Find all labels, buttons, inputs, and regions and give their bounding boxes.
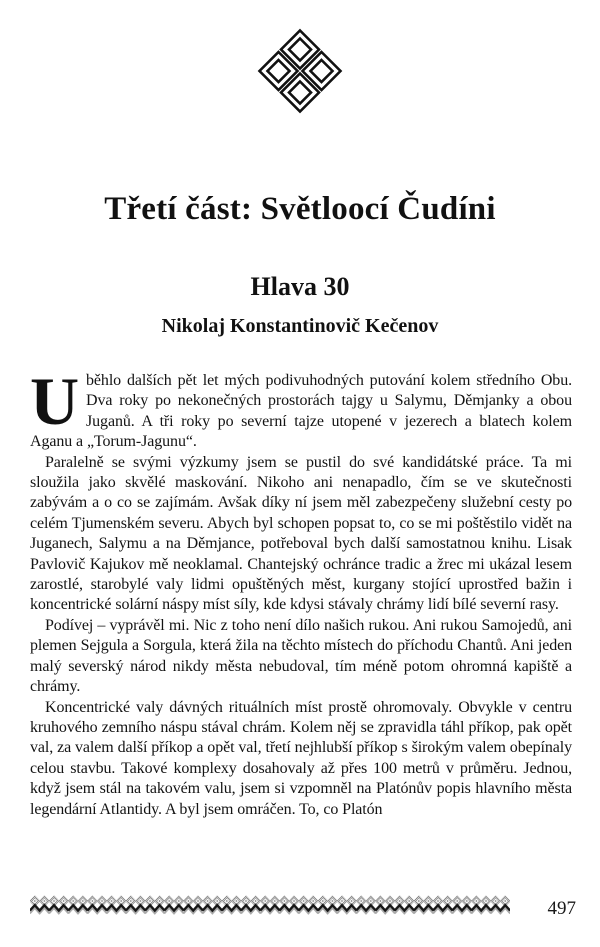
body-text <box>30 363 572 820</box>
paragraph: Koncentrické valy dávných rituálních míst prostě ohromovaly. Obvykle v centru kruhového zemního náspu stával chrám. Kolem něj se zpravidla táhl příkop, pak opět val, za valem další příkop a opět val, třetí nejhlubší příkop s širokým valem obepínaly celou stavbu. Takové komplexy dosahovaly až přes 100 metrů v průměru. Jednou, když jsem stál na takovém valu, jsem si vzpomněl na Platónův popis hlavního města legendární Atlantidy. A byl jsem omráčen. To, co Platón <box>30 698 572 818</box>
paragraph: Paralelně se svými výzkumy jsem se pustil do své kandidátské práce. Ta mi sloužila jako skvělé maskování. Nikoho ani nenapadlo, čím se ve skutečnosti zabývám a o co se zajímám. Avšak díky ní jsem měl zabezpečeny služební cesty po celém Tjumenském severu. Abych byl schopen popsat to, co se mi poštěstilo vidět na Juganech, Salymu a na Děmjance, potřeboval bych další samostatnou knihu. Lisak Pavlovič Kajukov mě neoklamal. Chantejský ochránce tradic a žrec mi ukázal lesem zarostlé, starobylé valy lidmi opuštěných měst, kurgany stojící uprostřed bažin i koncentrické solární náspy míst síly, kde kdysi stávaly chrámy lidí bílé severní rasy. <box>30 453 572 614</box>
zigzag-border-icon <box>30 894 510 920</box>
paragraph <box>30 363 572 453</box>
chapter-title: Hlava 30 <box>250 272 350 301</box>
page-number: 497 <box>547 898 576 919</box>
part-title: Třetí část: Světloocí Čudíni <box>104 191 496 227</box>
zigzag-border-ornament <box>30 894 510 925</box>
drop-cap: U <box>30 363 80 439</box>
header-ornament <box>0 0 600 114</box>
diamond-knot-icon <box>257 28 343 114</box>
paragraph: Podívej – vyprávěl mi. Nic z toho není dílo našich rukou. Ani rukou Samojedů, ani plemen Sejgula a Sorgula, která žila na těchto místech do příchodu Chantů. Ani jeden malý severský národ nikdy města nebudoval, tím méně potom ohromná kapiště a chrámy. <box>30 616 572 696</box>
page-footer <box>30 894 576 925</box>
paragraph-text: běhlo dalších pět let mých podivuhodných putování kolem středního Obu. Dva roky po nekonečných prostorách tajgy u Salymu, Děmjanky a obou Juganů. A tři roky po severní tajze utopené v jezerech a blatech kolem Aganu a „Torum-Jagunu“. <box>30 372 572 451</box>
chapter-subtitle: Nikolaj Konstantinovič Kečenov <box>161 315 439 337</box>
